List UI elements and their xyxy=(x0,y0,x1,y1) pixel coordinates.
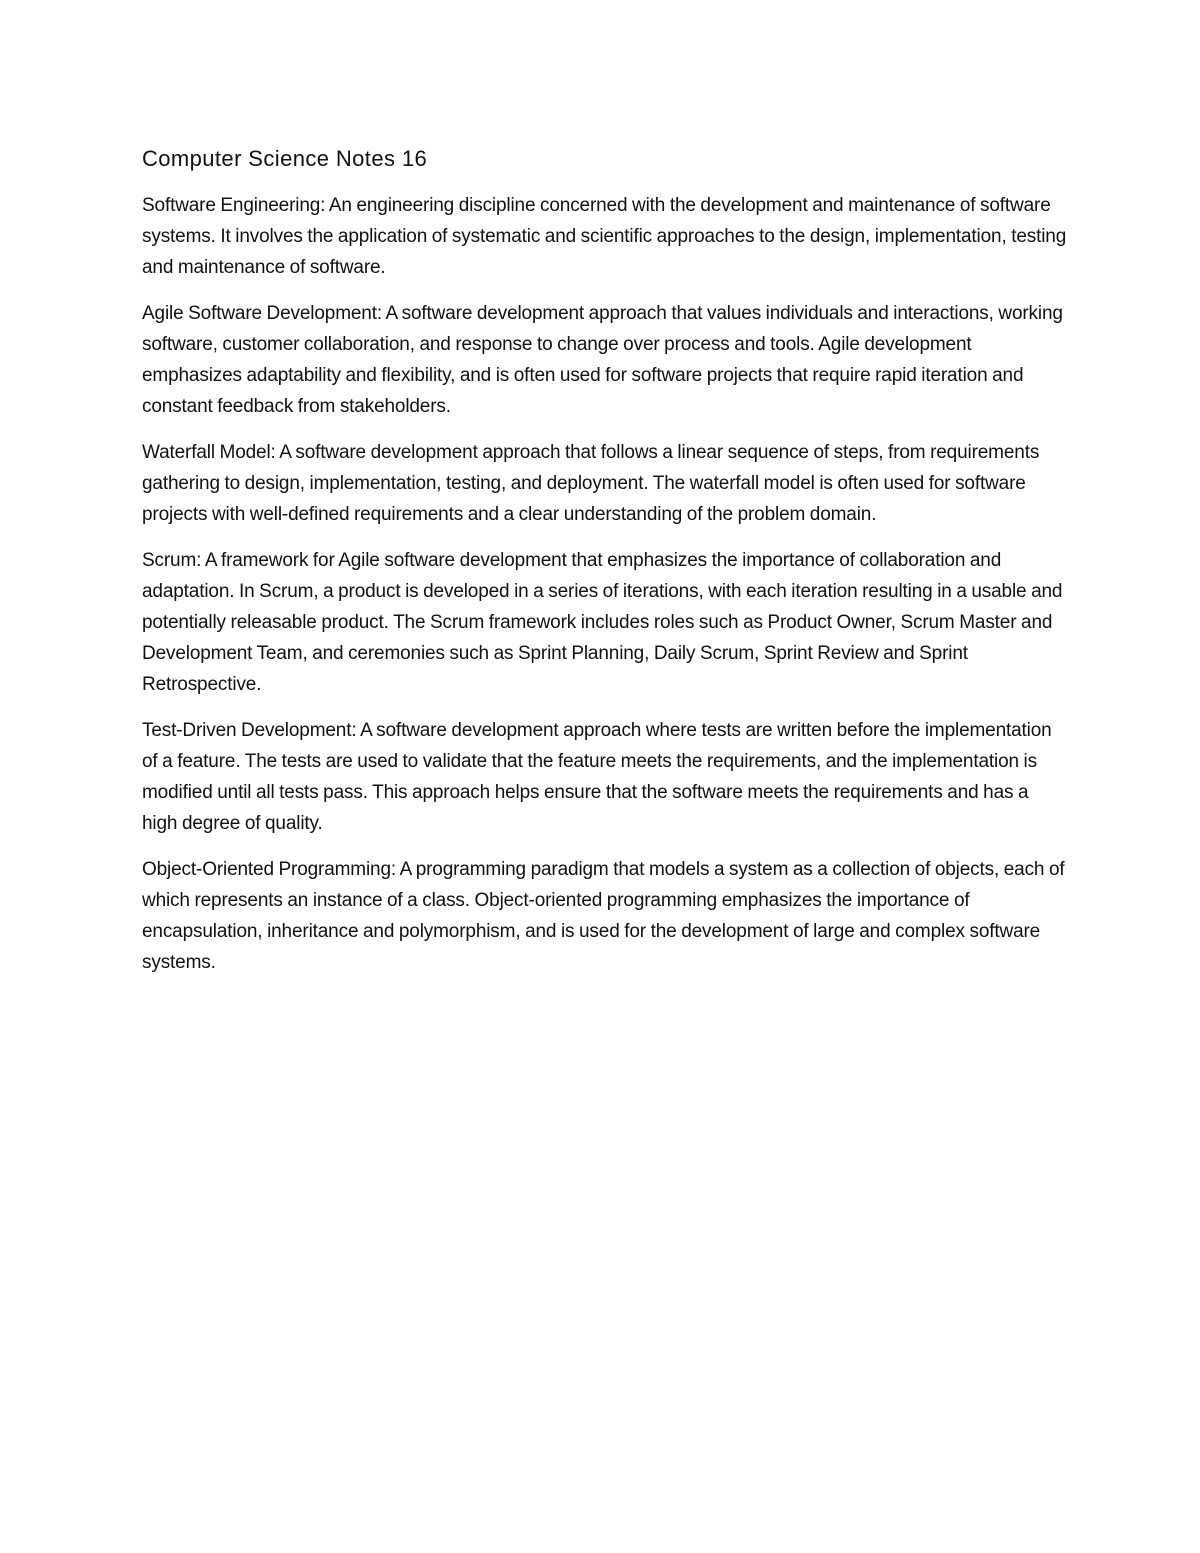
entry-scrum: Scrum: A framework for Agile software development that emphasizes the importance of collaboration and adaptation. In Scrum, a product is developed in a series of iterations, with each iteration resulting in a usable and potentially releasable product. The Scrum framework includes roles such as Product Owner, Scrum Master and Development Team, and ceremonies such as Sprint Planning, Daily Scrum, Sprint Review and Sprint Retrospective. xyxy=(142,550,1063,695)
entry-object-oriented-programming: Object-Oriented Programming: A programming paradigm that models a system as a collection of objects, each of which represents an instance of a class. Object-oriented programming emphasizes the importance of encapsulation, inheritance and polymorphism, and is used for the development of large and complex software systems. xyxy=(142,859,1065,973)
entry-agile-software-development: Agile Software Development: A software development approach that values individuals and interactions, working software, customer collaboration, and response to change over process and tools. Agile development emphasizes adaptability and flexibility, and is often used for software projects that require rapid iteration and constant feedback from stakeholders. xyxy=(142,303,1063,417)
entry-waterfall-model: Waterfall Model: A software development approach that follows a linear sequence of steps, from requirements gathering to design, implementation, testing, and deployment. The waterfall model is often used for software projects with well-defined requirements and a clear understanding of the problem domain. xyxy=(142,442,1040,525)
entry-test-driven-development: Test-Driven Development: A software development approach where tests are written before the implementation of a feature. The tests are used to validate that the feature meets the requirements, and the implementation is modified until all tests pass. This approach helps ensure that the software meets the requirements and has a high degree of quality. xyxy=(142,720,1052,834)
entry-software-engineering: Software Engineering: An engineering discipline concerned with the development and maintenance of software systems. It involves the application of systematic and scientific approaches to the design, implementation, testing and maintenance of software. xyxy=(142,195,1067,278)
page-title: Computer Science Notes 16 xyxy=(142,146,428,171)
document-body xyxy=(142,141,1067,993)
